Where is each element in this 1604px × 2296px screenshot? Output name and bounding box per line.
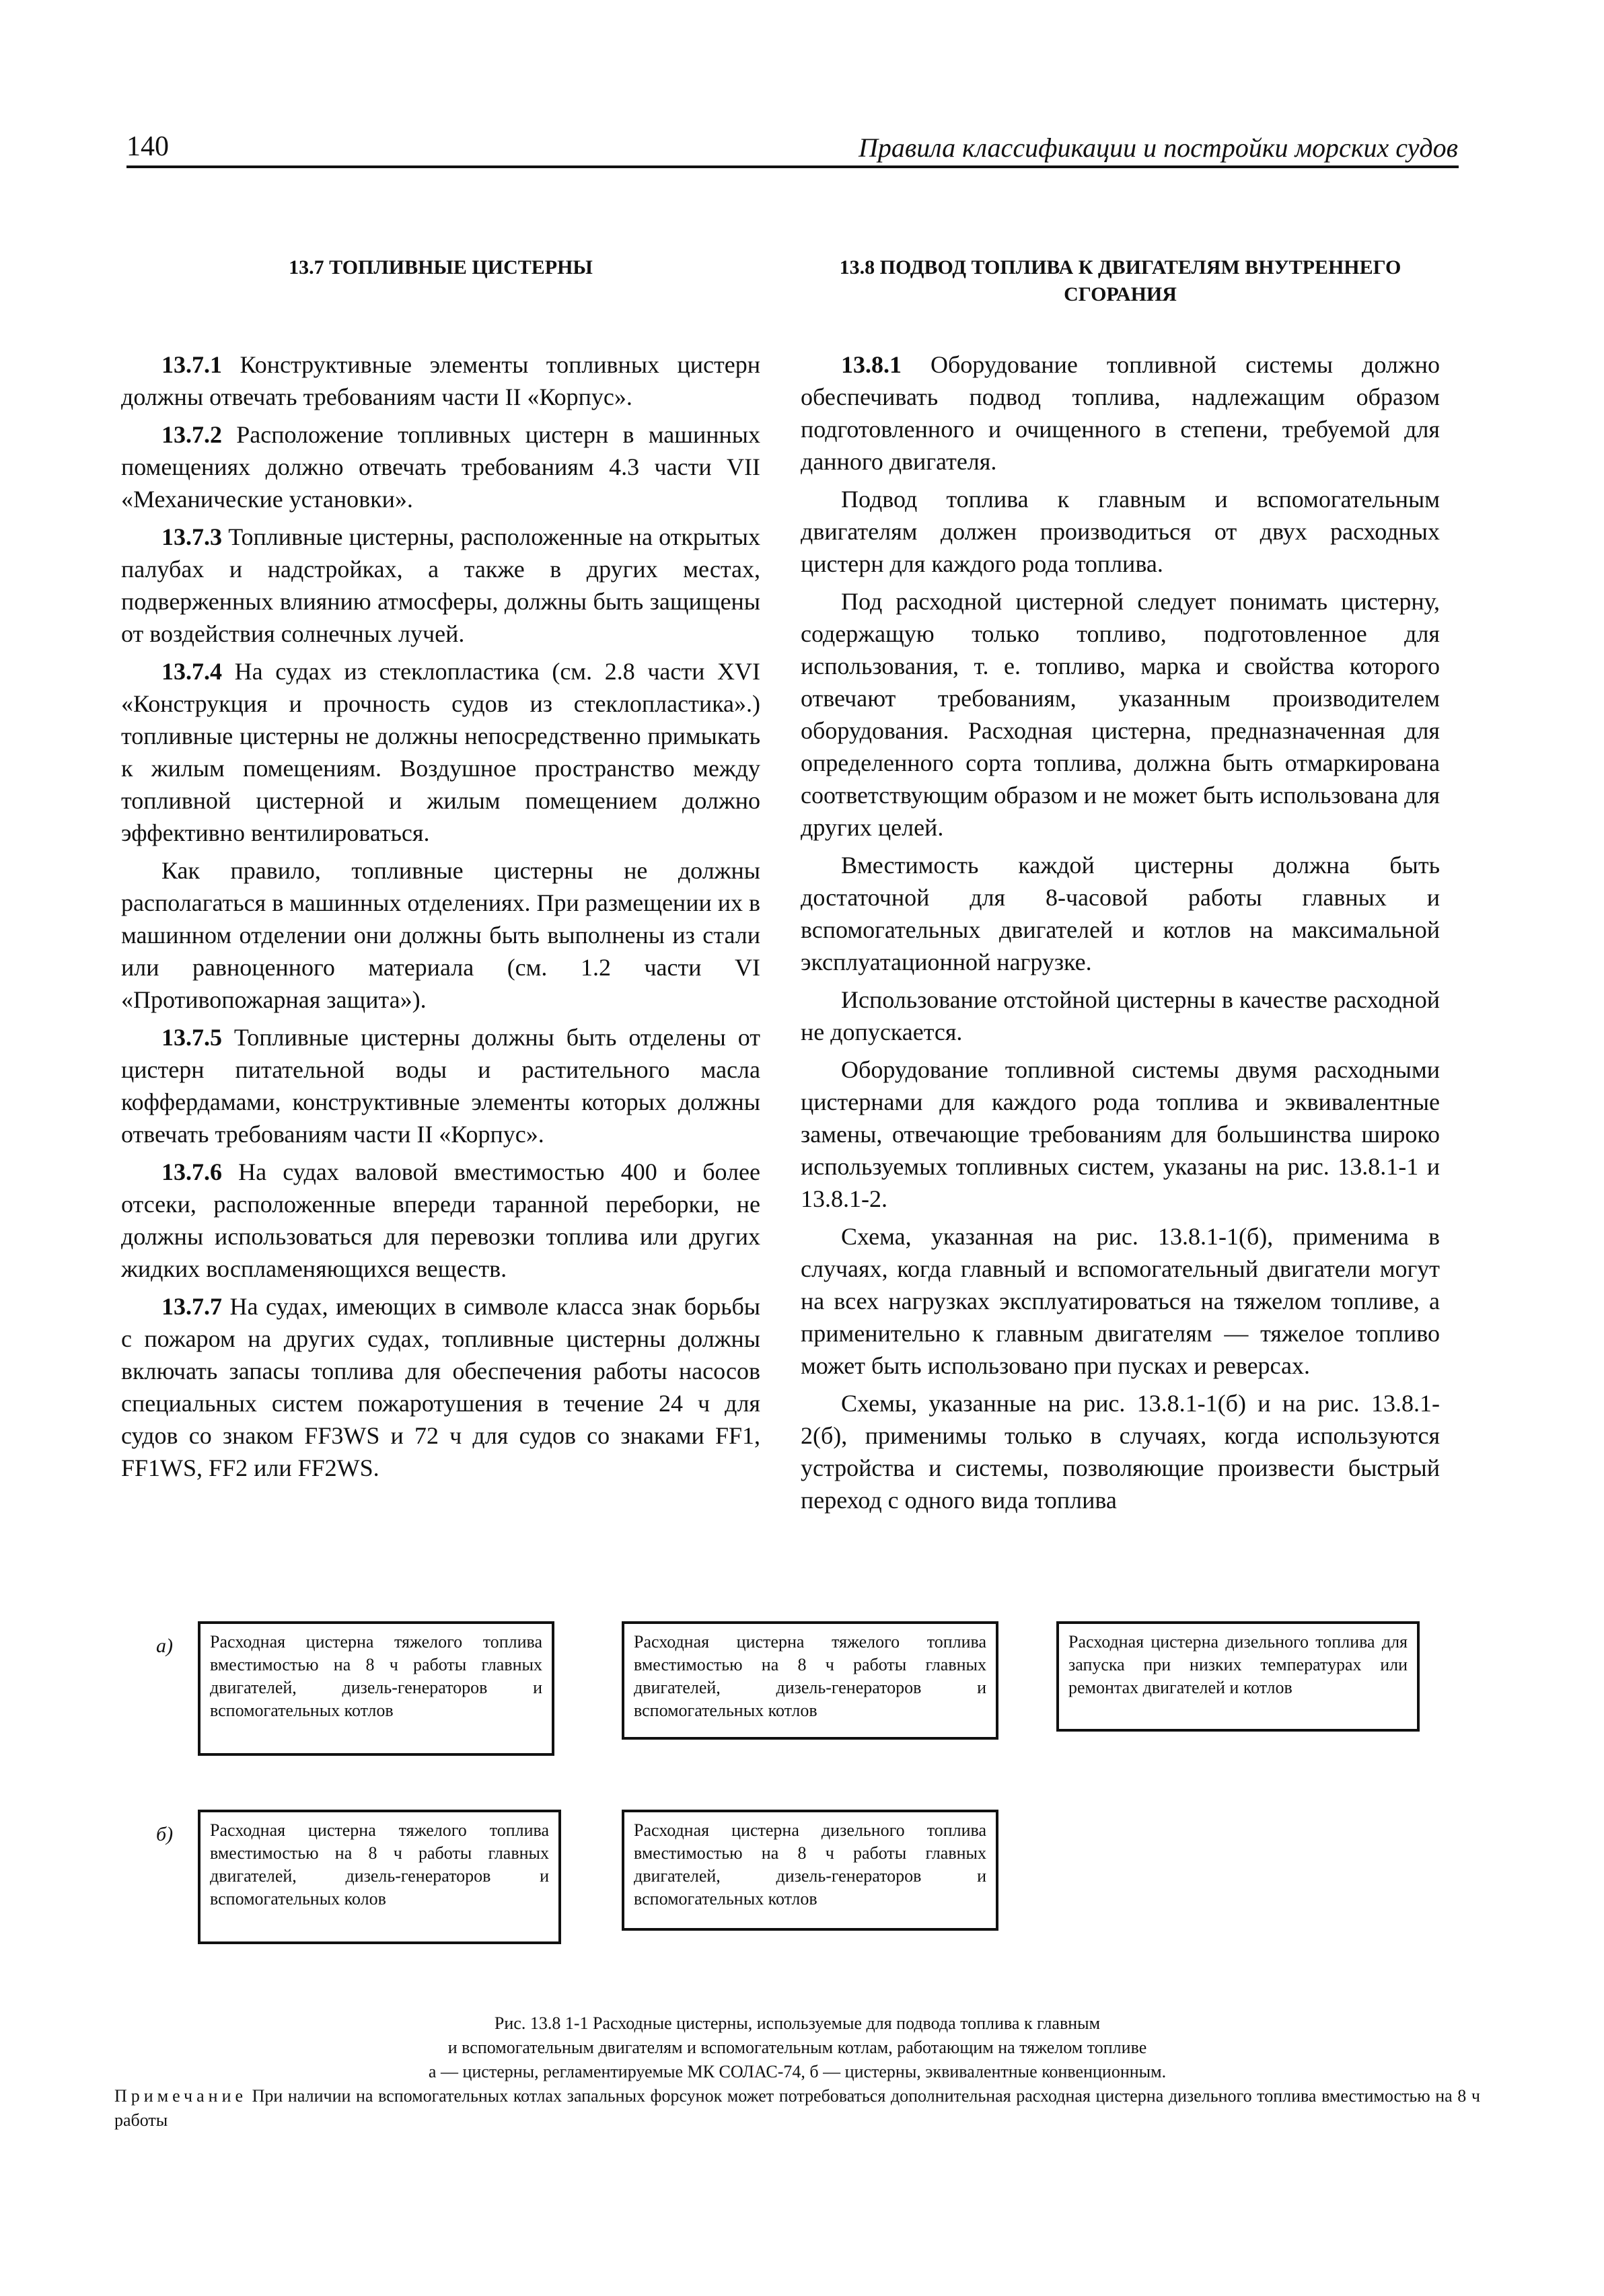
- paragraph: [801, 585, 1440, 844]
- paragraph: [801, 1053, 1440, 1215]
- clause-number: 13.7.2: [161, 421, 222, 448]
- clause-number: 13.7.6: [161, 1158, 222, 1185]
- tank-box-text: Расходная цистерна тяжелого топлива вместимостью на 8 ч работы главных двигателей, дизель-генераторов и вспомогательных котлов: [210, 1632, 542, 1720]
- tank-box-text: Расходная цистерна дизельного топлива для запуска при низких температурах или ремонтах двигателей и котлов: [1068, 1632, 1408, 1697]
- paragraph: [121, 655, 760, 849]
- clause-number: 13.7.3: [161, 523, 222, 550]
- tank-box-diesel-startup: [1056, 1621, 1420, 1732]
- section-heading-13-8: 13.8 ПОДВОД ТОПЛИВА К ДВИГАТЕЛЯМ ВНУТРЕННЕГО СГОРАНИЯ: [839, 256, 1401, 305]
- paragraph-text: Как правило, топливные цистерны не должны располагаться в машинных отделениях. При размещении их в машинном отделении они должны быть выполнены из стали или равноценного материала (см. 1.2 части VI «Противопожарная защита»).: [121, 857, 760, 1013]
- running-title: Правила классификации и постройки морских судов: [858, 133, 1458, 163]
- header-rule: [126, 165, 1459, 168]
- clause-number: 13.7.4: [161, 658, 222, 685]
- caption-title: Рис. 13.8 1-1 Расходные цистерны, используемые для подвода топлива к главным: [494, 2013, 1101, 2033]
- paragraph: [801, 1387, 1440, 1516]
- clause-number: 13.7.7: [161, 1293, 222, 1320]
- right-column: [801, 254, 1440, 1522]
- note-text: При наличии на вспомогательных котлах запальных форсунок может потребоваться дополнительная расходная цистерна дизельного топлива вместимостью на 8 ч работы: [114, 2086, 1480, 2130]
- paragraph-text: Расположение топливных цистерн в машинных помещениях должно отвечать требованиям 4.3 части VII «Механические установки».: [121, 421, 760, 513]
- paragraph-text: Под расходной цистерной следует понимать цистерну, содержащую только топливо, подготовленное для использования, т. е. топливо, марка и свойства которого отвечают требованиям, указанным производителем оборудования. Расходная цистерна, предназначенная для определенного сорта топлива, должна быть отмаркирована соответствующим образом и не может быть использована для других целей.: [801, 588, 1440, 841]
- paragraph-text: Схемы, указанные на рис. 13.8.1-1(б) и на рис. 13.8.1-2(б), применимы только в случаях, когда используются устройства и системы, позволяющие произвести быстрый переход с одного вида топлива: [801, 1390, 1440, 1514]
- caption-line-2: и вспомогательным двигателям и вспомогательным котлам, работающим на тяжелом топливе: [447, 2038, 1147, 2057]
- tank-box-heavy-fuel-b: [198, 1810, 561, 1944]
- paragraph-text: На судах валовой вместимостью 400 и более отсеки, расположенные впереди таранной переборки, не должны использоваться для перевозки топлива или других жидких воспламеняющихся веществ.: [121, 1158, 760, 1282]
- figure-caption: [114, 2011, 1480, 2133]
- paragraph: [121, 418, 760, 515]
- caption-legend: а — цистерны, регламентируемые МК СОЛАС-74, б — цистерны, эквивалентные конвенционным.: [428, 2062, 1167, 2081]
- paragraph-text: На судах из стеклопластика (см. 2.8 части XVI «Конструкция и прочность судов из стеклопластика».) топливные цистерны не должны непосредственно примыкать к жилым помещениям. Воздушное пространство между топливной цистерной и жилым помещением должно эффективно вентилироваться.: [121, 658, 760, 846]
- paragraph: [801, 849, 1440, 978]
- paragraph: [801, 984, 1440, 1048]
- tank-box-text: Расходная цистерна тяжелого топлива вместимостью на 8 ч работы главных двигателей, дизель-генераторов и вспомогательных котлов: [634, 1632, 986, 1720]
- paragraph-text: Топливные цистерны должны быть отделены от цистерн питательной воды и растительного масла коффердамами, конструктивные элементы которых должны отвечать требованиям части II «Корпус».: [121, 1024, 760, 1148]
- paragraph: [801, 483, 1440, 580]
- paragraph-text: Вместимость каждой цистерны должна быть достаточной для 8-часовой работы главных и вспомогательных двигателей и котлов на максимальной эксплуатационной нагрузке.: [801, 852, 1440, 975]
- left-column: [121, 254, 760, 1489]
- clause-number: 13.7.1: [161, 351, 222, 378]
- paragraph-text: На судах, имеющих в символе класса знак борьбы с пожаром на других судах, топливные цистерны должны включать запасы топлива для обеспечения работы насосов специальных систем пожаротушения в течение 24 ч для судов со знаком FF3WS и 72 ч для судов со знаками FF1, FF1WS, FF2 или FF2WS.: [121, 1293, 760, 1481]
- clause-number: 13.8.1: [841, 351, 902, 378]
- tank-box-text: Расходная цистерна дизельного топлива вместимостью на 8 ч работы главных двигателей, дизель-генераторов и вспомогательных котлов: [634, 1820, 986, 1909]
- figure-13-8-1-1: [114, 1608, 1460, 1985]
- caption-note: [114, 2084, 1480, 2133]
- paragraph: [121, 521, 760, 650]
- page-number: 140: [126, 131, 169, 162]
- paragraph: [121, 1156, 760, 1285]
- note-label: Примечание: [114, 2086, 248, 2106]
- section-heading-13-7: 13.7 ТОПЛИВНЫЕ ЦИСТЕРНЫ: [289, 256, 593, 279]
- paragraph-text: Топливные цистерны, расположенные на открытых палубах и надстройках, а также в других местах, подверженных влиянию атмосферы, должны быть защищены от воздействия солнечных лучей.: [121, 523, 760, 647]
- row-b-label: б): [156, 1823, 174, 1845]
- paragraph: [121, 348, 760, 413]
- paragraph-text: Подвод топлива к главным и вспомогательным двигателям должен производиться от двух расходных цистерн для каждого рода топлива.: [801, 486, 1440, 577]
- paragraph: [121, 1290, 760, 1484]
- paragraph-text: Схема, указанная на рис. 13.8.1-1(б), применима в случаях, когда главный и вспомогательный двигатели могут на всех нагрузках эксплуатироваться на тяжелом топливе, а применительно к главным двигателям — тяжелое топливо может быть использовано при пусках и реверсах.: [801, 1223, 1440, 1379]
- paragraph: [801, 1220, 1440, 1382]
- tank-box-text: Расходная цистерна тяжелого топлива вместимостью на 8 ч работы главных двигателей, дизель-генераторов и вспомогательных колов: [210, 1820, 549, 1909]
- paragraph-text: Оборудование топливной системы двумя расходными цистернами для каждого рода топлива и эквивалентные замены, отвечающие требованиям для большинства широко используемых топливных систем, указаны на рис. 13.8.1-1 и 13.8.1-2.: [801, 1056, 1440, 1212]
- row-a-label: а): [156, 1635, 173, 1657]
- paragraph-text: Оборудование топливной системы должно обеспечивать подвод топлива, надлежащим образом подготовленного и очищенного в степени, требуемой для данного двигателя.: [801, 351, 1440, 475]
- clause-number: 13.7.5: [161, 1024, 222, 1051]
- tank-box-diesel-b: [622, 1810, 998, 1931]
- paragraph-text: Конструктивные элементы топливных цистерн должны отвечать требованиям части II «Корпус».: [121, 351, 760, 410]
- paragraph: [121, 1021, 760, 1150]
- tank-box-heavy-fuel-2: [622, 1621, 998, 1740]
- paragraph: [121, 854, 760, 1016]
- tank-box-heavy-fuel-1: [198, 1621, 554, 1756]
- paragraph-text: Использование отстойной цистерны в качестве расходной не допускается.: [801, 986, 1440, 1045]
- paragraph: [801, 348, 1440, 478]
